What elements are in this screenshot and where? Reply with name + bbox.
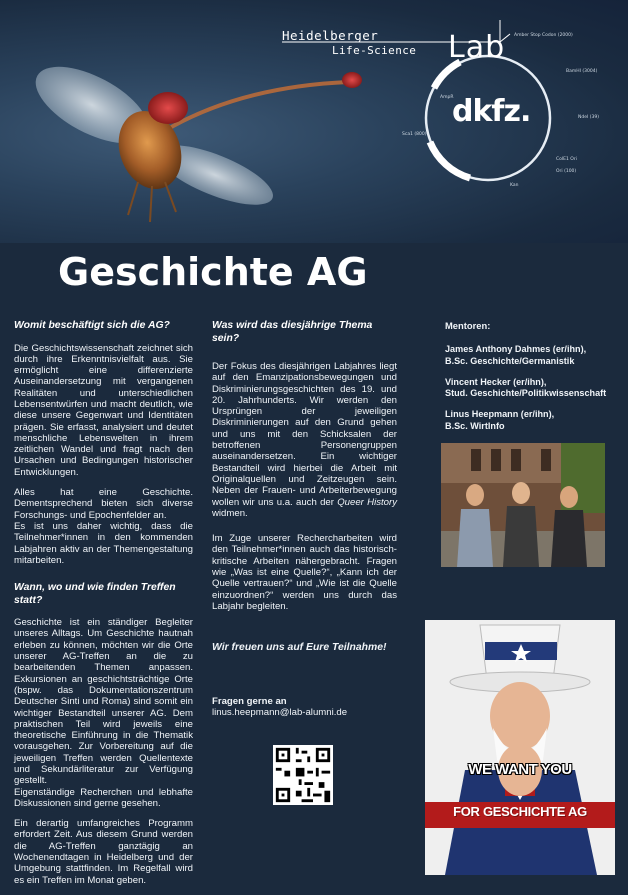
lab-logo-line1: Heidelberger — [282, 28, 379, 43]
paragraph — [212, 361, 397, 519]
paragraph: Geschichte ist ein ständiger Begleiter unseres Alltags. Um Geschichte hautnah erleben zu können, möchten wir die Orte unserer AG-Treffen an die zu bearbeitenden Themen anpassen. Exkursionen an geschichtsträchtige Orte (bspw. das Dokumentationszentrum Deutscher Sinti und Roma) sind somit ein wichtiger Bestandteil unserer AG. Dem praktischen Teil wird jeweils eine theoretische Einführung in die Thematik vorausgehen. Zur Vorbereitung auf die jeweiligen Treffen werden Quellentexte und Sekundärliteratur zur Verfügung gestellt. — [14, 617, 193, 787]
contact-heading: Fragen gerne an — [212, 695, 287, 707]
plasmid-label: BamHI (3004) — [566, 69, 598, 74]
queer-history-emphasis: Queer History — [337, 496, 397, 508]
paragraph: Im Zuge unserer Rechercharbeiten wird den Teilnehmer*innen auch das historisch-kritische Arbeiten nähergebracht. Fragen wie „Was ist eine Quelle?“, „Kann ich der Quelle vertrauen?“ und „Wie ist die Quelle einzuordnen?“ werden uns durch das Labjahr begleiten. — [212, 533, 397, 612]
plasmid-label: Amber Stop Codon (2000) — [514, 33, 573, 38]
lab-logo-line2: Life-Science — [332, 44, 417, 57]
header-image — [0, 0, 628, 243]
we-want-you-poster — [425, 620, 615, 875]
column-right — [445, 320, 617, 442]
mentor-entry — [445, 377, 617, 400]
poster-headline: WE WANT YOU — [468, 761, 572, 778]
qr-code-icon — [273, 745, 333, 805]
plasmid-label: Kan — [510, 183, 519, 188]
plasmid-label: ColE1 Ori — [556, 157, 577, 162]
mentor-entry — [445, 344, 617, 367]
paragraph: Die Geschichtswissenschaft zeichnet sich durch ihre Erkenntnisvielfalt aus. Sie ermöglicht eine differenzierte Auseinandersetzung mit vergangenen Realitäten und unterschiedlichen Lebensentwürfen und macht deutlich, wie diese unsere Gegenwart und Identitäten prägen. Sie erfasst, analysiert und deutet menschliche Lebenswelten in ihrem zeitlichen Wandel und fragt nach den Ursachen und Bedingungen historischer Entwicklungen. — [14, 342, 193, 478]
poster-subline: FOR GESCHICHTE AG — [453, 804, 587, 819]
paragraph: Alles hat eine Geschichte. Dementsprechend bieten sich diverse Forschungs- und Epochenfelder an. — [14, 487, 193, 521]
mentors-heading: Mentoren: — [445, 320, 491, 331]
dkfz-logo: dkfz. — [452, 94, 531, 129]
closing-line: Wir freuen uns auf Eure Teilnahme! — [212, 642, 387, 654]
mentor-entry — [445, 409, 617, 432]
paragraph: Eigenständige Recherchen und lebhafte Diskussionen sind gerne gesehen. — [14, 786, 193, 809]
mentor-name: Linus Heepmann (er/ihn), — [445, 409, 555, 420]
uncle-sam-illustration — [425, 620, 615, 875]
mentor-role: B.Sc. WirtInfo — [445, 420, 505, 431]
column-left — [14, 320, 193, 895]
plasmid-label: AmpR — [440, 95, 454, 100]
section-heading: Womit beschäftigt sich die AG? — [14, 320, 170, 331]
mentor-role: B.Sc. Geschichte/Germanistik — [445, 355, 575, 366]
paragraph: Ein derartig umfangreiches Programm erfordert Zeit. Aus diesem Grund werden die AG-Treffen ganztägig an Wochenendtagen in Heidelberg und der Umgebung stattfinden. Im Regelfall wird es ein Treffen im Monat geben. — [14, 818, 193, 886]
mentor-name: James Anthony Dahmes (er/ihn), — [445, 344, 587, 355]
plasmid-label: Sca1 (800) — [402, 132, 427, 137]
plasmid-label: NdeI (39) — [578, 115, 599, 120]
section-heading: Was wird das diesjährige Thema sein? — [212, 320, 373, 344]
lab-logo-word: Lab — [448, 30, 506, 65]
mentor-name: Vincent Hecker (er/ihn), — [445, 376, 547, 387]
contact-email[interactable]: linus.heepmann@lab-alumni.de — [212, 706, 348, 718]
paragraph-text: widmen. — [212, 507, 248, 519]
plasmid-label: Ori (100) — [556, 169, 577, 174]
mentors-photo — [441, 443, 605, 567]
mentors-photo-illustration — [441, 443, 605, 567]
mentor-role: Stud. Geschichte/Politikwissenschaft — [445, 388, 607, 399]
page-title: Geschichte AG — [58, 250, 368, 294]
paragraph: Es ist uns daher wichtig, dass die Teilnehmer*innen in den kommenden Labjahren aktiv an der Themengestaltung mitarbeiten. — [14, 520, 193, 566]
qr-code[interactable] — [273, 745, 333, 805]
section-heading: Wann, wo und wie finden Treffen statt? — [14, 582, 176, 606]
column-middle — [212, 320, 397, 718]
paragraph-text: Der Fokus des diesjährigen Labjahres liegt auf den Emanzipationsbewegungen und Diskriminierungsgeschichten des 19. und 20. Jahrhunderts. Wir werden den Ursprüngen der jeweiligen Diskriminierungen auf den Grund gehen und uns mit den Schicksalen der betroffenen Personengruppen auseinandersetzen. Ein wichtiger Bestandteil wird hierbei die Arbeit mit Originalquellen und Zeitzeugen sein. Neben der Frauen- und Arbeiterbewegung wollen wir uns u.a. auch der — [212, 361, 397, 508]
